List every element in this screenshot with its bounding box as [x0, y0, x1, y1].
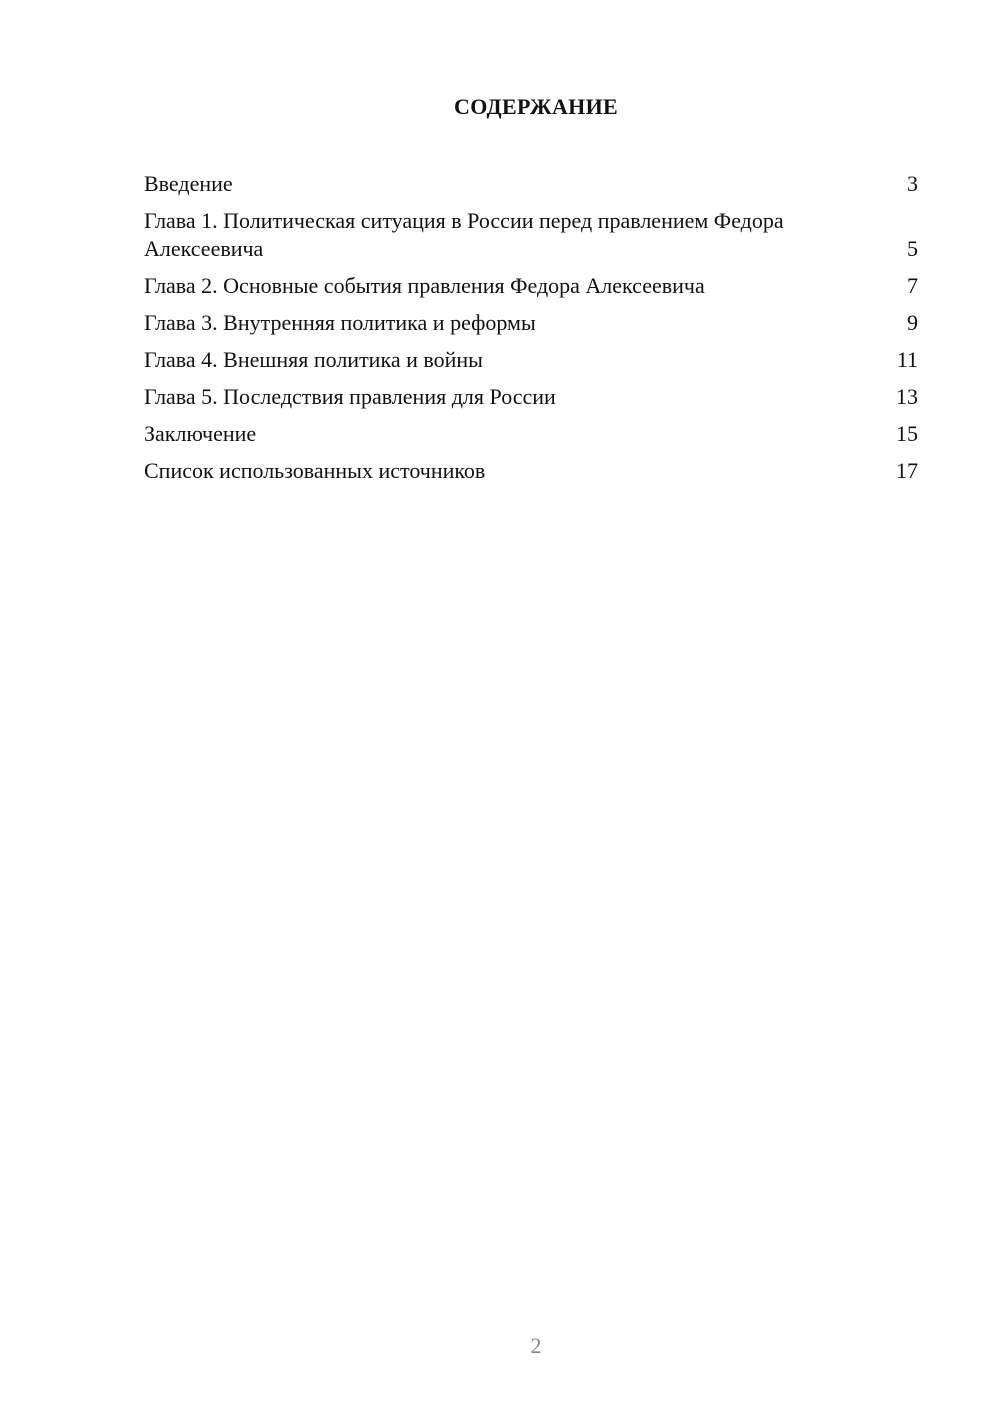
toc-entry-title: Глава 3. Внутренняя политика и реформы: [144, 310, 536, 335]
toc-entry-title: Глава 5. Последствия правления для России: [144, 384, 556, 409]
toc-entry-title: Глава 4. Внешняя политика и войны: [144, 347, 483, 372]
toc-entry-page: 15: [896, 421, 918, 446]
table-of-contents: [144, 170, 918, 494]
toc-entry-chapter-4: [144, 346, 918, 374]
toc-entry-page: 11: [896, 347, 918, 372]
toc-entry-page: 5: [907, 236, 918, 261]
toc-entry-title: Глава 1. Политическая ситуация в России перед правлением Федора Алексеевича: [144, 208, 784, 261]
toc-entry-page: 9: [907, 310, 918, 335]
toc-entry-title: Глава 2. Основные события правления Федора Алексеевича: [144, 273, 705, 298]
toc-entry-title: Список использованных источников: [144, 458, 486, 483]
toc-entry-chapter-2: [144, 272, 918, 300]
page-title: СОДЕРЖАНИЕ: [454, 94, 618, 119]
toc-entry-page: 13: [896, 384, 918, 409]
toc-entry-chapter-1: [144, 207, 918, 263]
toc-entry-chapter-5: [144, 383, 918, 411]
toc-entry-introduction: [144, 170, 918, 198]
toc-entry-page: 7: [907, 273, 918, 298]
toc-entry-page: 17: [896, 458, 918, 483]
toc-entry-title: Заключение: [144, 421, 257, 446]
page-number: 2: [530, 1333, 542, 1358]
toc-entry-title: Введение: [144, 171, 233, 196]
toc-entry-conclusion: [144, 420, 918, 448]
toc-entry-chapter-3: [144, 309, 918, 337]
toc-entry-references: [144, 457, 918, 485]
toc-entry-page: 3: [907, 171, 918, 196]
